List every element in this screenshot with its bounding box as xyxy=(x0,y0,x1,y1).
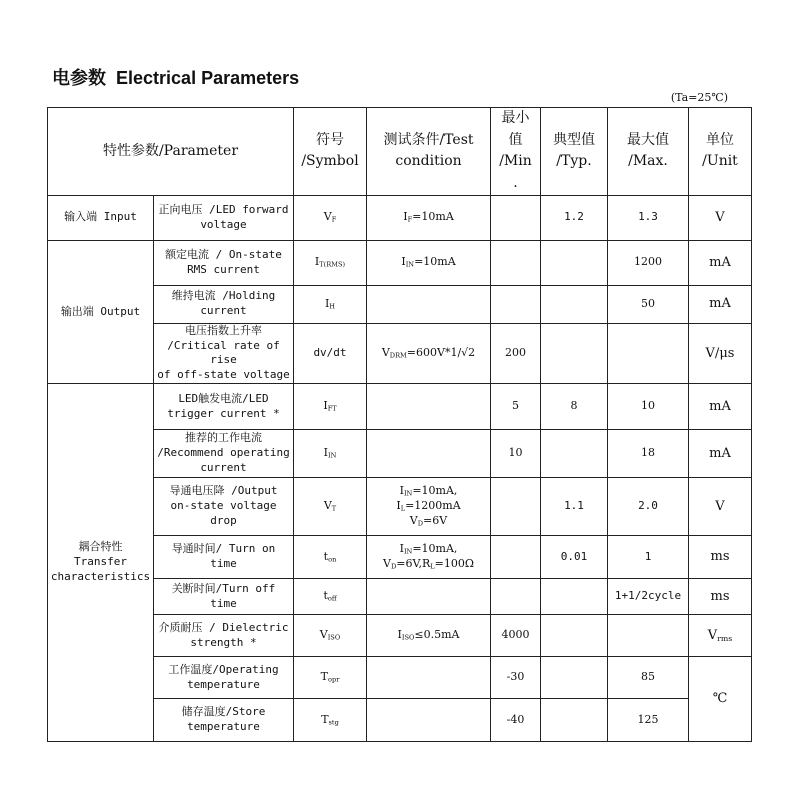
symbol-cell: $I_{IN}$ xyxy=(294,430,367,478)
param-cell: 推荐的工作电流 /Recommend operating current xyxy=(154,430,294,478)
unit-cell: mA xyxy=(689,384,752,430)
typ-cell xyxy=(541,657,608,699)
param-cell: 导通时间/ Turn on time xyxy=(154,536,294,579)
max-cell: 10 xyxy=(608,384,689,430)
min-cell: 10 xyxy=(491,430,541,478)
typ-cell xyxy=(541,579,608,615)
typ-cell xyxy=(541,240,608,285)
test-cell xyxy=(367,285,491,323)
symbol-cell: $T_{opr}$ xyxy=(294,657,367,699)
max-cell xyxy=(608,615,689,657)
group-transfer: 耦合特性 Transfer characteristics xyxy=(48,384,154,742)
test-cell: $I_F=10mA$ xyxy=(367,195,491,240)
typ-cell: 8 xyxy=(541,384,608,430)
unit-cell: mA xyxy=(689,285,752,323)
symbol-cell: $I_{T(RMS)}$ xyxy=(294,240,367,285)
max-cell: 125 xyxy=(608,699,689,742)
typ-cell xyxy=(541,699,608,742)
param-cell: 导通电压降 /Output on-state voltage drop xyxy=(154,478,294,536)
symbol-cell: $V_{ISO}$ xyxy=(294,615,367,657)
param-cell: 工作温度/Operating temperature xyxy=(154,657,294,699)
page-title xyxy=(52,64,299,90)
table-row xyxy=(48,323,752,383)
param-cell: 额定电流 / On-state RMS current xyxy=(154,240,294,285)
min-cell: -40 xyxy=(491,699,541,742)
min-cell xyxy=(491,195,541,240)
symbol-cell: $I_{FT}$ xyxy=(294,384,367,430)
min-cell xyxy=(491,285,541,323)
unit-cell: ms xyxy=(689,536,752,579)
symbol-cell: $T_{stg}$ xyxy=(294,699,367,742)
symbol-cell: $t_{off}$ xyxy=(294,579,367,615)
test-condition-note: (Ta=25℃) xyxy=(670,91,728,104)
param-cell: 电压指数上升率 /Critical rate of rise of off-state voltage xyxy=(154,323,294,383)
typ-cell: 1.2 xyxy=(541,195,608,240)
min-cell: 5 xyxy=(491,384,541,430)
test-cell xyxy=(367,579,491,615)
table-row xyxy=(48,478,752,536)
min-cell xyxy=(491,579,541,615)
symbol-cell: $V_T$ xyxy=(294,478,367,536)
table-row xyxy=(48,699,752,742)
header-test-condition: 测试条件/Test condition xyxy=(367,108,491,196)
typ-cell: 1.1 xyxy=(541,478,608,536)
title-cn: 电参数 xyxy=(52,68,106,89)
header-unit: 单位 /Unit xyxy=(689,108,752,196)
table-row xyxy=(48,430,752,478)
test-cell: $I_{IN}=10mA$, $I_L=1200mA$ $V_D=6V$ xyxy=(367,478,491,536)
max-cell: 50 xyxy=(608,285,689,323)
unit-cell: $V_{rms}$ xyxy=(689,615,752,657)
header-symbol: 符号 /Symbol xyxy=(294,108,367,196)
unit-cell: V xyxy=(689,478,752,536)
table-row xyxy=(48,536,752,579)
test-cell xyxy=(367,384,491,430)
title-en: Electrical Parameters xyxy=(116,68,300,88)
table-row xyxy=(48,285,752,323)
table-row xyxy=(48,657,752,699)
max-cell: 85 xyxy=(608,657,689,699)
unit-cell: mA xyxy=(689,240,752,285)
min-cell xyxy=(491,536,541,579)
symbol-cell: $t_{on}$ xyxy=(294,536,367,579)
param-cell: 维持电流 /Holding current xyxy=(154,285,294,323)
unit-cell: V/μs xyxy=(689,323,752,383)
unit-cell: ℃ xyxy=(689,657,752,742)
test-cell: $V_{DRM}=600V*1/√2$ xyxy=(367,323,491,383)
header-row xyxy=(48,108,752,196)
table-row xyxy=(48,195,752,240)
param-cell: 正向电压 /LED forward voltage xyxy=(154,195,294,240)
max-cell xyxy=(608,323,689,383)
table-row xyxy=(48,240,752,285)
max-cell: 1200 xyxy=(608,240,689,285)
symbol-cell: dv/dt xyxy=(294,323,367,383)
group-output: 输出端 Output xyxy=(48,240,154,383)
typ-cell xyxy=(541,615,608,657)
unit-cell: ms xyxy=(689,579,752,615)
min-cell xyxy=(491,240,541,285)
param-cell: 储存温度/Store temperature xyxy=(154,699,294,742)
test-cell: $I_{IN}=10mA$ xyxy=(367,240,491,285)
test-cell xyxy=(367,699,491,742)
min-cell xyxy=(491,478,541,536)
param-cell: LED触发电流/LED trigger current * xyxy=(154,384,294,430)
param-cell: 关断时间/Turn off time xyxy=(154,579,294,615)
min-cell: -30 xyxy=(491,657,541,699)
symbol-cell: $I_H$ xyxy=(294,285,367,323)
max-cell: 1 xyxy=(608,536,689,579)
header-max: 最大值 /Max. xyxy=(608,108,689,196)
max-cell: 2.0 xyxy=(608,478,689,536)
header-min: 最小 值 /Min . xyxy=(491,108,541,196)
test-cell xyxy=(367,657,491,699)
typ-cell xyxy=(541,323,608,383)
unit-cell: mA xyxy=(689,430,752,478)
table-row xyxy=(48,579,752,615)
min-cell: 4000 xyxy=(491,615,541,657)
table-row xyxy=(48,615,752,657)
group-input: 输入端 Input xyxy=(48,195,154,240)
table-row xyxy=(48,384,752,430)
typ-cell: 0.01 xyxy=(541,536,608,579)
test-cell: $I_{ISO}\le 0.5mA$ xyxy=(367,615,491,657)
max-cell: 18 xyxy=(608,430,689,478)
header-typ: 典型值 /Typ. xyxy=(541,108,608,196)
typ-cell xyxy=(541,430,608,478)
typ-cell xyxy=(541,285,608,323)
unit-cell: V xyxy=(689,195,752,240)
param-cell: 介质耐压 / Dielectric strength * xyxy=(154,615,294,657)
test-cell: $I_{IN}=10mA$, $V_D=6V,R_L=100\Omega$ xyxy=(367,536,491,579)
max-cell: 1+1/2cycle xyxy=(608,579,689,615)
header-parameter: 特性参数/Parameter xyxy=(48,108,294,196)
test-cell xyxy=(367,430,491,478)
symbol-cell: $V_F$ xyxy=(294,195,367,240)
electrical-parameters-table xyxy=(47,107,752,742)
min-cell: 200 xyxy=(491,323,541,383)
max-cell: 1.3 xyxy=(608,195,689,240)
